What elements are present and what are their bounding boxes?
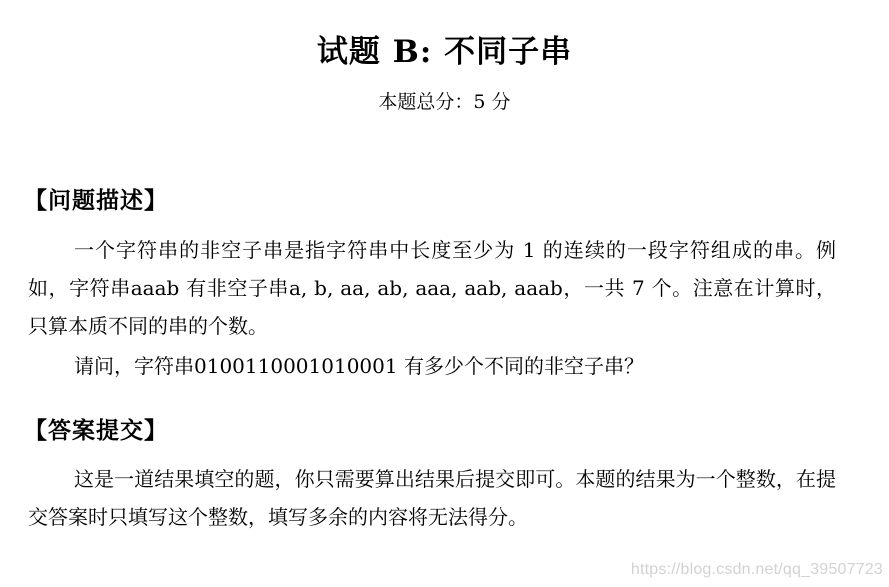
problem-description-paragraph: 一个字符串的非空子串是指字符串中长度至少为 1 的连续的一段字符组成的串。例如，字符串aaab 有非空子串a, b, aa, ab, aaa, aab, aaab，一共 7 个。注意在计算时，只算本质不同的串的个数。: [28, 238, 836, 338]
answer-submission-paragraph: 这是一道结果填空的题，你只需要算出结果后提交即可。本题的结果为一个整数，在提交答案时只填写这个整数，填写多余的内容将无法得分。: [28, 467, 836, 529]
problem-question-paragraph: 请问，字符串0100110001010001 有多少个不同的非空子串？: [74, 354, 644, 378]
problem-title: 试题 B: 不同子串: [316, 34, 573, 70]
section-heading-answer-submission: 【答案提交】: [24, 417, 168, 444]
watermark-url: https://blog.csdn.net/qq_39507723: [630, 561, 883, 578]
section-heading-problem-description: 【问题描述】: [24, 187, 168, 214]
score-subtitle: 本题总分：5 分: [378, 91, 511, 113]
